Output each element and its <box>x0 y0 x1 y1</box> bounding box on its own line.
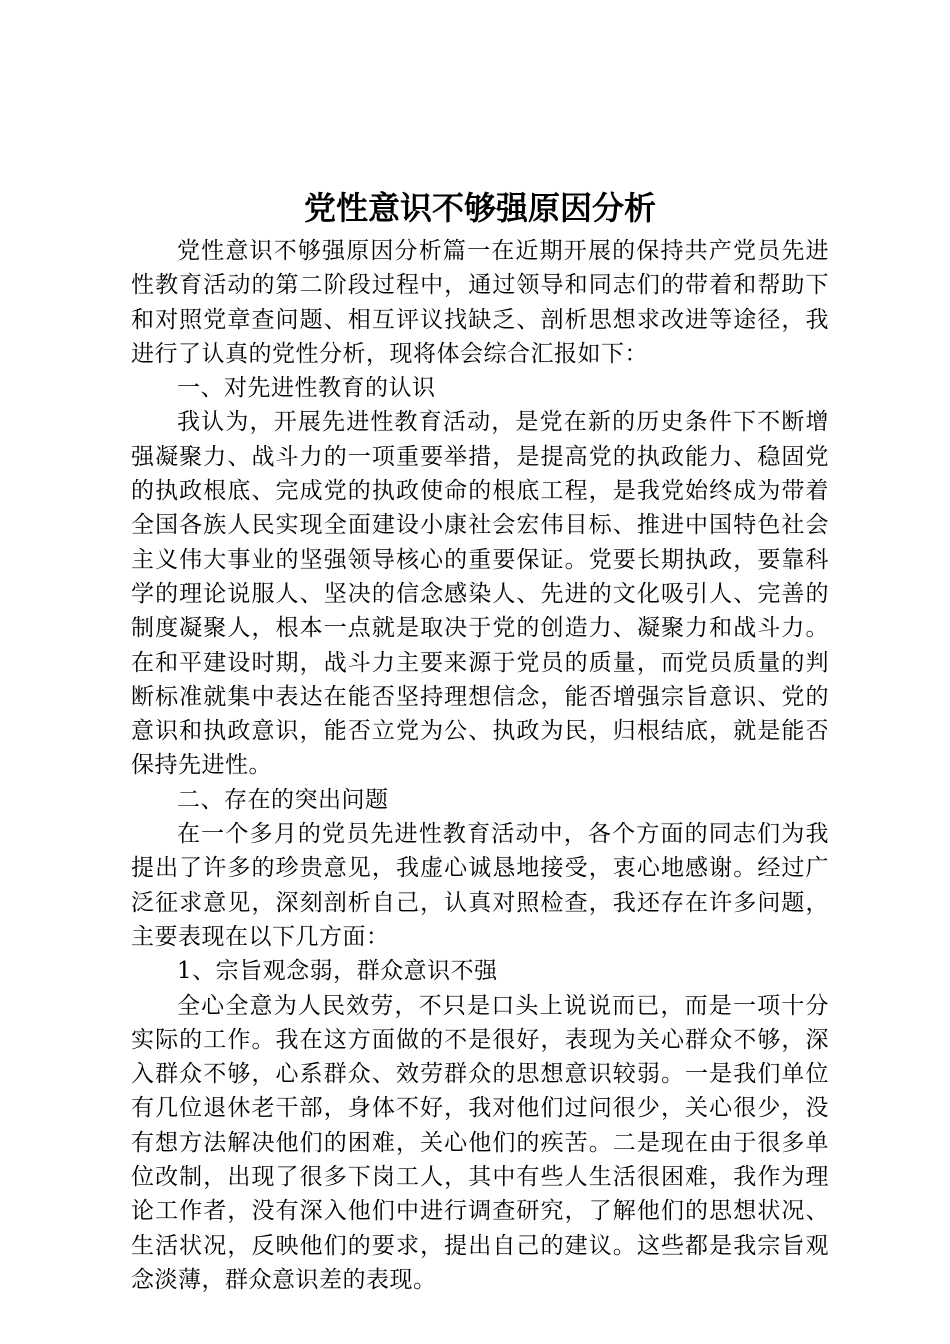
section-heading-1: 一、对先进性教育的认识 <box>177 375 436 402</box>
document-title: 党性意识不够强原因分析 <box>303 189 656 227</box>
body-paragraph: 在一个多月的党员先进性教育活动中，各个方面的同志们为我提出了许多的珍贵意见，我虚心诚恳地接受，衷心地感谢。经过广泛征求意见，深刻剖析自己，认真对照检查，我还存在许多问题，主要表现在以下几方面： <box>131 821 829 950</box>
body-paragraph: 我认为，开展先进性教育活动，是党在新的历史条件下不断增强凝聚力、战斗力的一项重要举措，是提高党的执政能力、稳固党的执政根底、完成党的执政使命的根底工程，是我党始终成为带着全国各族人民实现全面建设小康社会宏伟目标、推进中国特色社会主义伟大事业的坚强领导核心的重要保证。党要长期执政，要靠科学的理论说服人、坚决的信念感染人、先进的文化吸引人、完善的制度凝聚人，根本一点就是取决于党的创造力、凝聚力和战斗力。在和平建设时期，战斗力主要来源于党员的质量，而党员质量的判断标准就集中表达在能否坚持理想信念，能否增强宗旨意识、党的意识和执政意识，能否立党为公、执政为民，归根结底，就是能否保持先进性。 <box>131 409 829 779</box>
document-body <box>131 182 829 1297</box>
section-heading-2: 二、存在的突出问题 <box>177 786 389 813</box>
intro-paragraph: 党性意识不够强原因分析篇一在近期开展的保持共产党员先进性教育活动的第二阶段过程中，通过领导和同志们的带着和帮助下和对照党章查问题、相互评议找缺乏、剖析思想求改进等途径，我进行了认真的党性分析，现将体会综合汇报如下： <box>131 238 829 367</box>
body-paragraph: 全心全意为人民效劳，不只是口头上说说而已，而是一项十分实际的工作。我在这方面做的不是很好，表现为关心群众不够，深入群众不够，心系群众、效劳群众的思想意识较弱。一是我们单位有几位退休老干部，身体不好，我对他们过问很少，关心很少，没有想方法解决他们的困难，关心他们的疾苦。二是现在由于很多单位改制，出现了很多下岗工人，其中有些人生活很困难，我作为理论工作者，没有深入他们中进行调查研究，了解他们的思想状况、生活状况，反映他们的要求，提出自己的建议。这些都是我宗旨观念淡薄，群众意识差的表现。 <box>131 992 829 1293</box>
subsection-heading-1: 1、宗旨观念弱，群众意识不强 <box>177 958 498 985</box>
